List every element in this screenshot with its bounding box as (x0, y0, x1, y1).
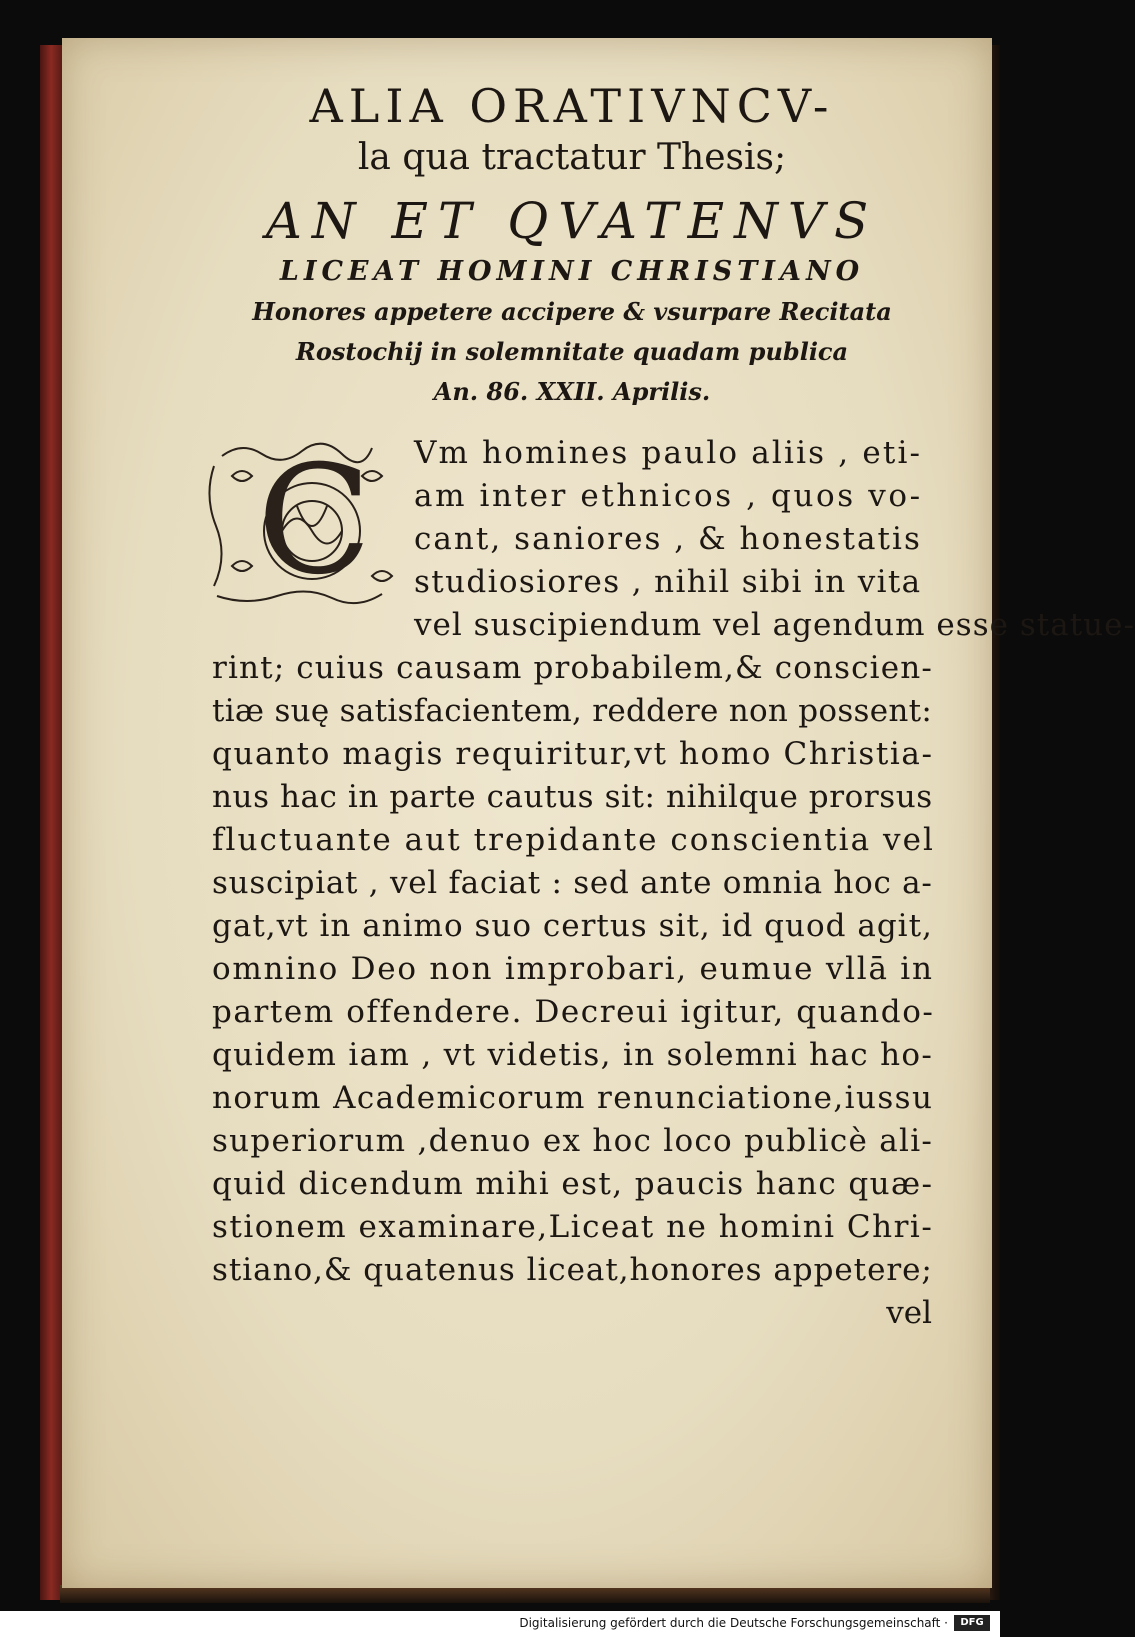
book-page (62, 38, 1135, 1588)
page-content (212, 78, 1135, 1335)
body-line: rint; cuius causam probabilem,& conscien- (212, 650, 933, 686)
body-line: vel suscipiendum vel agendum esse statue- (414, 607, 1135, 643)
thesis-subtitle: LICEAT HOMINI CHRISTIANO (279, 256, 865, 287)
thesis-title: AN ET QVATENVS (265, 192, 879, 250)
thesis-line-3: Honores appetere accipere & vsurpare Recitata (252, 297, 892, 326)
body-line: Vm homines paulo aliis , eti- (414, 435, 923, 471)
thesis-line-4: Rostochij in solemnitate quadam publica (295, 337, 849, 366)
body-line: superiorum ,denuo ex hoc loco publicè ali- (212, 1123, 934, 1159)
initial-letter: C (257, 434, 372, 608)
body-line: gat,vt in animo suo certus sit, id quod agit, (212, 908, 933, 944)
heading-line-2: la qua tractatur Thesis; (357, 137, 787, 178)
body-line: fluctuante aut trepidante conscientia vel (212, 822, 935, 858)
catchword: vel (886, 1295, 932, 1331)
body-line: norum Academicorum renunciatione,iussu (212, 1080, 934, 1116)
body-line: stiano,& quatenus liceat,honores appetere; (212, 1252, 933, 1288)
body-line: quidem iam , vt videtis, in solemni hac ho- (212, 1037, 934, 1073)
body-line: quanto magis requiritur,vt homo Christia- (212, 736, 934, 772)
body-line: suscipiat , vel faciat : sed ante omnia hoc a- (212, 865, 933, 901)
body-text (212, 432, 1135, 1335)
body-line: tiæ suę satisfacientem, reddere non possent: (212, 693, 933, 729)
body-line: partem offendere. Decreui igitur, quando- (212, 994, 935, 1030)
body-line: quid dicendum mihi est, paucis hanc quæ- (212, 1166, 934, 1202)
dfg-logo: DFG (954, 1615, 990, 1631)
body-line: am inter ethnicos , quos vo- (414, 478, 923, 514)
body-line: nus hac in parte cautus sit: nihilque prorsus (212, 779, 933, 815)
thesis-date: An. 86. XXII. Aprilis. (433, 377, 711, 406)
footer-credit: Digitalisierung gefördert durch die Deutsche Forschungsgemeinschaft · (519, 1616, 948, 1630)
decorated-initial (202, 436, 402, 611)
heading-line-1: ALIA ORATIVNCV- (309, 79, 835, 133)
body-line: cant, saniores , & honestatis (414, 521, 922, 557)
book-edge-left (40, 45, 62, 1600)
body-line: studiosiores , nihil sibi in vita (414, 564, 922, 600)
body-line: omnino Deo non improbari, eumue vllā in (212, 951, 934, 987)
digitization-footer (0, 1611, 1000, 1637)
body-line: stionem examinare,Liceat ne homini Chri- (212, 1209, 934, 1245)
